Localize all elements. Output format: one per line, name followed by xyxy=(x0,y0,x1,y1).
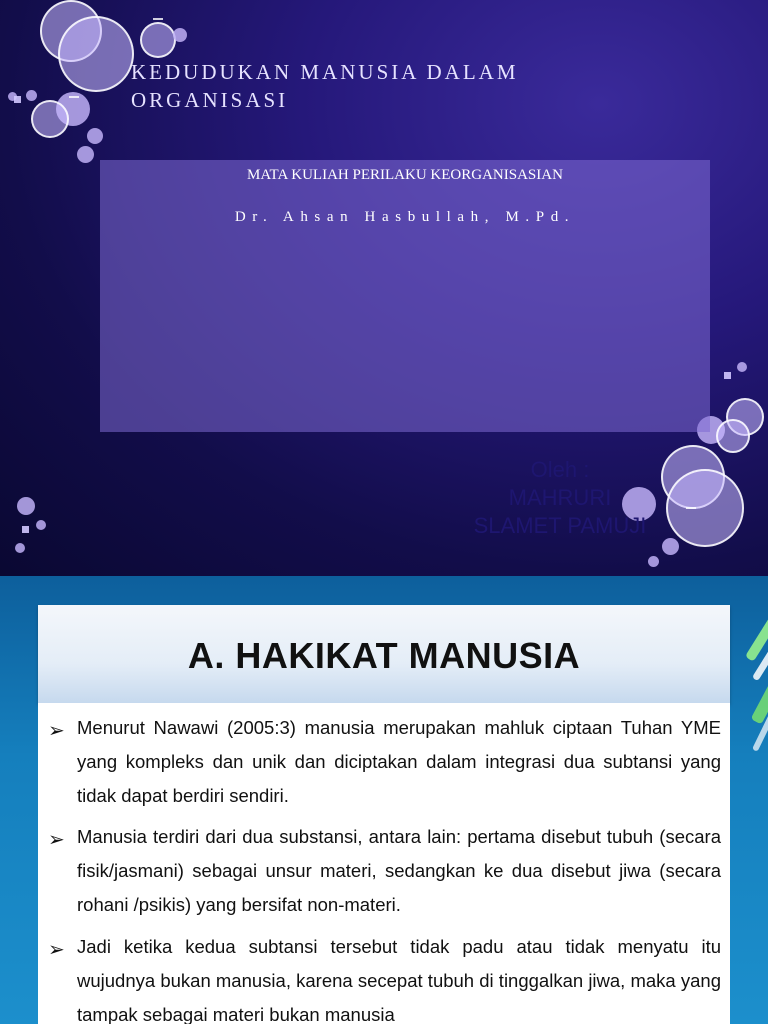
authors-label: Oleh : xyxy=(530,457,590,482)
subtitle-box xyxy=(100,160,710,432)
slide-heading: A. HAKIKAT MANUSIA xyxy=(187,635,581,676)
decor-bubble xyxy=(15,543,25,553)
content-body xyxy=(38,703,730,1024)
decor-bubble xyxy=(648,556,659,567)
decor-bubble xyxy=(737,362,747,372)
authors-block xyxy=(430,456,690,540)
lecturer-name: Dr. Ahsan Hasbullah, M.Pd. xyxy=(234,209,576,225)
decor-square xyxy=(22,526,29,533)
decor-bubble xyxy=(26,90,37,101)
arrow-bullet-icon: ➢ xyxy=(48,829,65,851)
arrow-bullet-icon: ➢ xyxy=(48,939,65,961)
content-slide xyxy=(0,576,768,1024)
bullet-text: Menurut Nawawi (2005:3) manusia merupakan mahluk ciptaan Tuhan YME yang kompleks dan unik dan diciptakan dalam integrasi dua subtansi yang tidak dapat berdiri sendiri. xyxy=(77,717,721,806)
decor-dash xyxy=(153,18,163,20)
heading-bar xyxy=(38,605,730,703)
bullet-text: Jadi ketika kedua subtansi tersebut tidak padu atau tidak menyatu itu wujudnya bukan manusia, karena secepat tubuh di tinggalkan jiwa, maka yang tampak sebagai materi bukan manusia xyxy=(77,936,721,1024)
decor-streak xyxy=(745,580,768,662)
author-name: MAHRURI xyxy=(508,485,612,510)
decor-bubble xyxy=(140,22,176,58)
decor-dash xyxy=(69,96,79,98)
decor-bubble xyxy=(17,497,35,515)
slide-title: KEDUDUKAN MANUSIA DALAM ORGANISASI xyxy=(131,60,519,112)
decor-bubble xyxy=(662,538,679,555)
decor-bubble xyxy=(36,520,46,530)
decor-bubble xyxy=(77,146,94,163)
decor-bubble xyxy=(58,16,134,92)
course-name: MATA KULIAH PERILAKU KEORGANISASIAN xyxy=(247,167,563,183)
arrow-bullet-icon: ➢ xyxy=(48,720,65,742)
decor-bubble xyxy=(716,419,750,453)
decor-square xyxy=(724,372,731,379)
decor-bubble xyxy=(87,128,103,144)
bullet-text: Manusia terdiri dari dua substansi, antara lain: pertama disebut tubuh (secara fisik/jasmani) sebagai unsur materi, sedangkan ke dua disebut jiwa (secara rohani /psikis) yang bersifat non-materi. xyxy=(77,826,721,915)
author-name: SLAMET PAMUJI xyxy=(473,513,647,538)
decor-bubble xyxy=(31,100,69,138)
decor-square xyxy=(14,96,21,103)
decor-bubble xyxy=(173,28,187,42)
